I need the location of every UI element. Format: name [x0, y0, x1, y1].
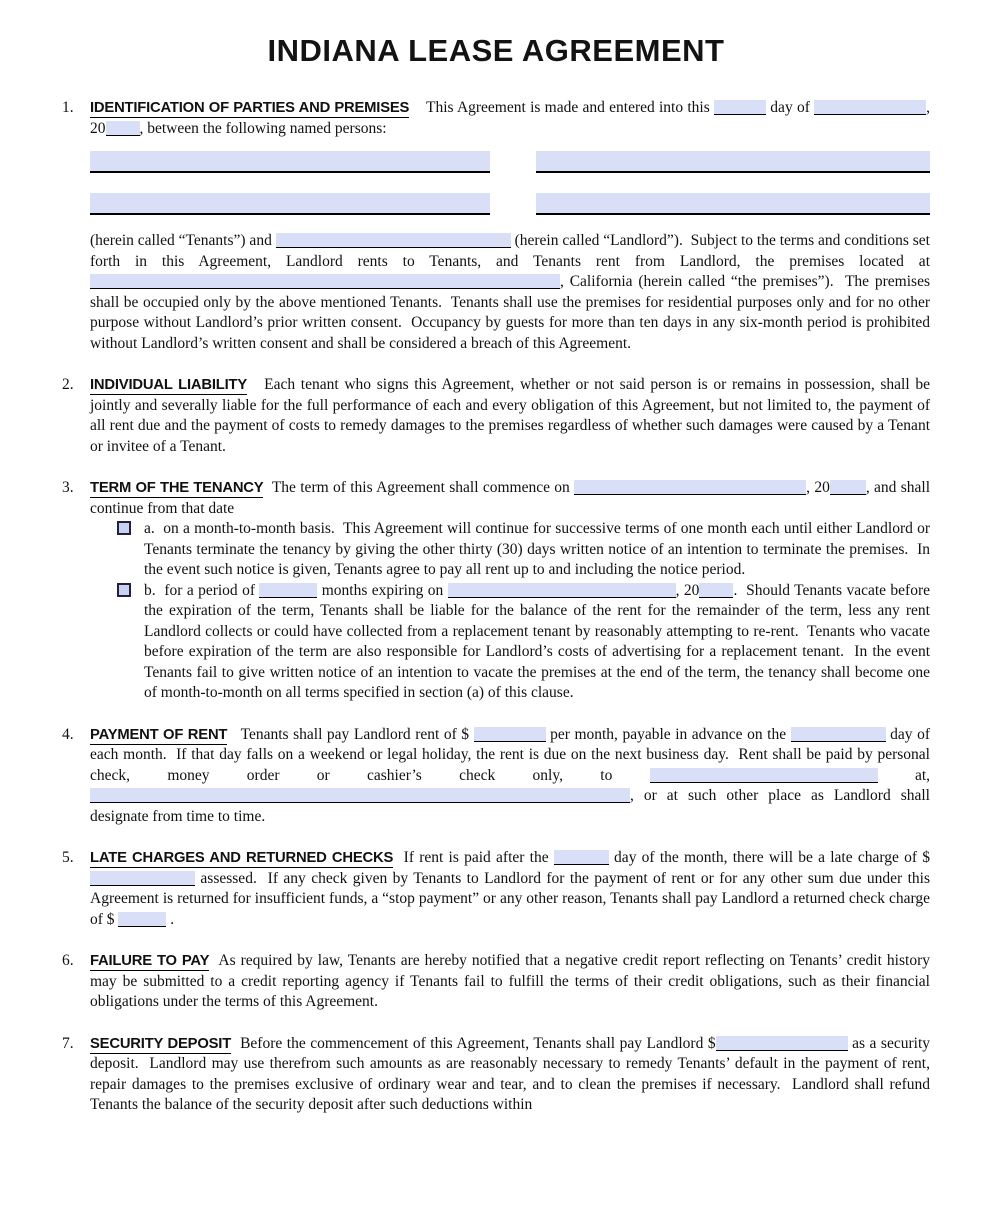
- paragraph: [90, 1034, 930, 1116]
- body-text: (herein called “Landlord”). Subject to the terms and conditions set forth in this Agreement, Landlord rents to Tenants, and Tenants rent from Landlord, the premises located at: [90, 232, 930, 270]
- option-b-text: [144, 581, 930, 704]
- blank-field[interactable]: [276, 233, 511, 248]
- section-content: [90, 98, 930, 354]
- body-text: , California (herein called “the premises”). The premises shall be occupied only by the above mentioned Tenants. Tenants shall use the premises for residential purposes only and for no other purpose without Landlord’s prior written consent. Occupancy by guests for more than ten days in any six-month period is prohibited without Landlord’s written consent and shall be considered a breach of this Agreement.: [90, 273, 930, 352]
- body-text: at,: [877, 766, 931, 784]
- section-content: [90, 848, 930, 930]
- section-security-deposit: [62, 1034, 930, 1116]
- checkbox-b[interactable]: [117, 583, 131, 597]
- section-number: 1.: [62, 99, 74, 116]
- paragraph: [90, 725, 930, 828]
- section-number: 5.: [62, 849, 74, 866]
- section-heading: IDENTIFICATION OF PARTIES AND PREMISES: [90, 100, 410, 116]
- section-heading: SECURITY DEPOSIT: [90, 1035, 232, 1052]
- party-name-grid: [90, 151, 930, 215]
- blank-field[interactable]: [830, 480, 866, 495]
- sections: [62, 98, 930, 1116]
- section-number: 2.: [62, 376, 74, 393]
- section-heading: PAYMENT OF RENT: [90, 726, 228, 743]
- blank-field[interactable]: [699, 583, 733, 598]
- section-heading: LATE CHARGES AND RETURNED CHECKS: [90, 850, 394, 866]
- section-heading: FAILURE TO PAY: [90, 953, 210, 969]
- body-text: Tenants shall pay Landlord rent of $: [227, 725, 474, 743]
- blank-field[interactable]: [90, 788, 630, 803]
- blank-field[interactable]: [574, 480, 806, 495]
- body-text: , 20: [806, 479, 830, 496]
- blank-field[interactable]: [650, 768, 878, 783]
- blank-field[interactable]: [716, 1036, 848, 1051]
- section-content: [90, 478, 930, 704]
- section-number: 7.: [62, 1034, 74, 1052]
- option-a: [90, 519, 930, 581]
- section-number: 3.: [62, 479, 74, 496]
- body-text: , and shall continue from that date: [90, 479, 931, 517]
- section-content: [90, 1034, 930, 1116]
- option-a-text: [144, 519, 930, 581]
- section-number: 4.: [62, 725, 74, 743]
- paragraph: [90, 375, 930, 457]
- section-content: [90, 375, 930, 457]
- party-name-field[interactable]: [536, 151, 930, 173]
- body-text: This Agreement is made and entered into this: [409, 99, 715, 116]
- section-individual-liability: [62, 375, 930, 457]
- paragraph: [90, 478, 930, 519]
- body-text: The term of this Agreement shall commence on: [263, 479, 575, 496]
- blank-field[interactable]: [791, 727, 886, 742]
- body-text: , 20: [90, 99, 930, 137]
- body-text: day of the month, there will be a late charge of $: [608, 849, 930, 866]
- section-payment-of-rent: [62, 725, 930, 828]
- body-text: (herein called “Tenants”) and: [90, 232, 276, 249]
- blank-field[interactable]: [714, 100, 766, 115]
- body-text: Each tenant who signs this Agreement, whether or not said person is or remains in possession, shall be jointly and severally liable for the full performance of each and every obligation of this Agreement, but not limited to, the payment of all rent due and the payment of costs to remedy damages to the premises regardless of whether such damages were caused by a Tenant or invitee of a Tenant.: [90, 376, 930, 455]
- section-identification: [62, 98, 930, 354]
- option-b: [90, 581, 930, 704]
- document-title: INDIANA LEASE AGREEMENT: [267, 33, 725, 68]
- body-text: As required by law, Tenants are hereby notified that a negative credit report reflecting on Tenants’ credit history may be submitted to a credit reporting agency if Tenants fail to fulfill the terms of their credit obligations, such as their financial obligations under the terms of this Agreement.: [90, 952, 930, 1010]
- body-text: . Should Tenants vacate before the expiration of the term, Tenants shall be liable for the balance of the rent for the remainder of the term, less any rent Landlord collects or could have collected from a replacement tenant by reasonably attempting to re-rent. Tenants who vacate before expiration of the term are also responsible for Landlord’s costs of advertising for a replacement tenant. In the event Tenants fail to give written notice of an intention to vacate the premises at the end of the term, the tenancy shall become one of month-to-month on all terms specified in section (a) of this clause.: [144, 581, 930, 701]
- section-heading: TERM OF THE TENANCY: [90, 480, 264, 496]
- blank-field[interactable]: [448, 583, 676, 598]
- blank-field[interactable]: [118, 912, 166, 927]
- section-content: [90, 725, 930, 828]
- body-text: Before the commencement of this Agreement, Tenants shall pay Landlord $: [231, 1034, 716, 1052]
- section-late-charges: [62, 848, 930, 930]
- paragraph: [90, 848, 930, 930]
- body-text: If rent is paid after the: [393, 849, 554, 866]
- body-text: months expiring on: [317, 581, 448, 599]
- body-text: , or at such other place as Landlord shall designate from time to time.: [90, 787, 930, 825]
- paragraph: [90, 951, 930, 1013]
- section-number: 6.: [62, 952, 74, 969]
- blank-field[interactable]: [474, 727, 546, 742]
- body-text: day of: [766, 99, 815, 116]
- blank-field[interactable]: [259, 583, 317, 598]
- paragraph: [90, 231, 930, 354]
- party-name-field[interactable]: [90, 193, 490, 215]
- body-text: , 20: [675, 581, 700, 599]
- section-heading: INDIVIDUAL LIABILITY: [90, 377, 248, 393]
- body-text: as a security deposit. Landlord may use therefrom such amounts as are reasonably necessary to remedy Tenants’ default in the payment of rent, repair damages to the premises exclusive of ordinary wear and tear, and to clean the premises if necessary. Landlord shall refund Tenants the balance of the security deposit after such deductions within: [90, 1034, 930, 1113]
- section-failure-to-pay: [62, 951, 930, 1013]
- party-name-field[interactable]: [90, 151, 490, 173]
- paragraph: [90, 98, 930, 139]
- blank-field[interactable]: [106, 121, 140, 136]
- blank-field[interactable]: [554, 850, 609, 865]
- body-text: day of each month. If that day falls on a weekend or legal holiday, the rent is due on the next business day. Rent shall be paid by personal check, money order or cashier’s check only, to: [90, 725, 930, 784]
- body-text: assessed. If any check given by Tenants to Landlord for the payment of rent or for any other sum due under this Agreement is returned for insufficient funds, a “stop payment” or any other reason, Tenants shall pay Landlord a returned check charge of $: [90, 869, 930, 928]
- body-text: b. for a period of: [144, 581, 260, 599]
- blank-field[interactable]: [814, 100, 926, 115]
- section-term-of-tenancy: [62, 478, 930, 704]
- checkbox-a[interactable]: [117, 521, 131, 535]
- blank-field[interactable]: [90, 274, 560, 289]
- party-name-field[interactable]: [536, 193, 930, 215]
- section-content: [90, 951, 930, 1013]
- blank-field[interactable]: [90, 871, 195, 886]
- body-text: per month, payable in advance on the: [545, 725, 791, 743]
- body-text: , between the following named persons:: [139, 119, 387, 137]
- body-text: .: [166, 910, 175, 928]
- body-text: a. on a month-to-month basis. This Agreement will continue for successive terms of one month each until either Landlord or Tenants terminate the tenancy by giving the other thirty (30) days written notice of an intention to terminate the premises. In the event such notice is given, Tenants agree to pay all rent up to and including the notice period.: [144, 520, 930, 578]
